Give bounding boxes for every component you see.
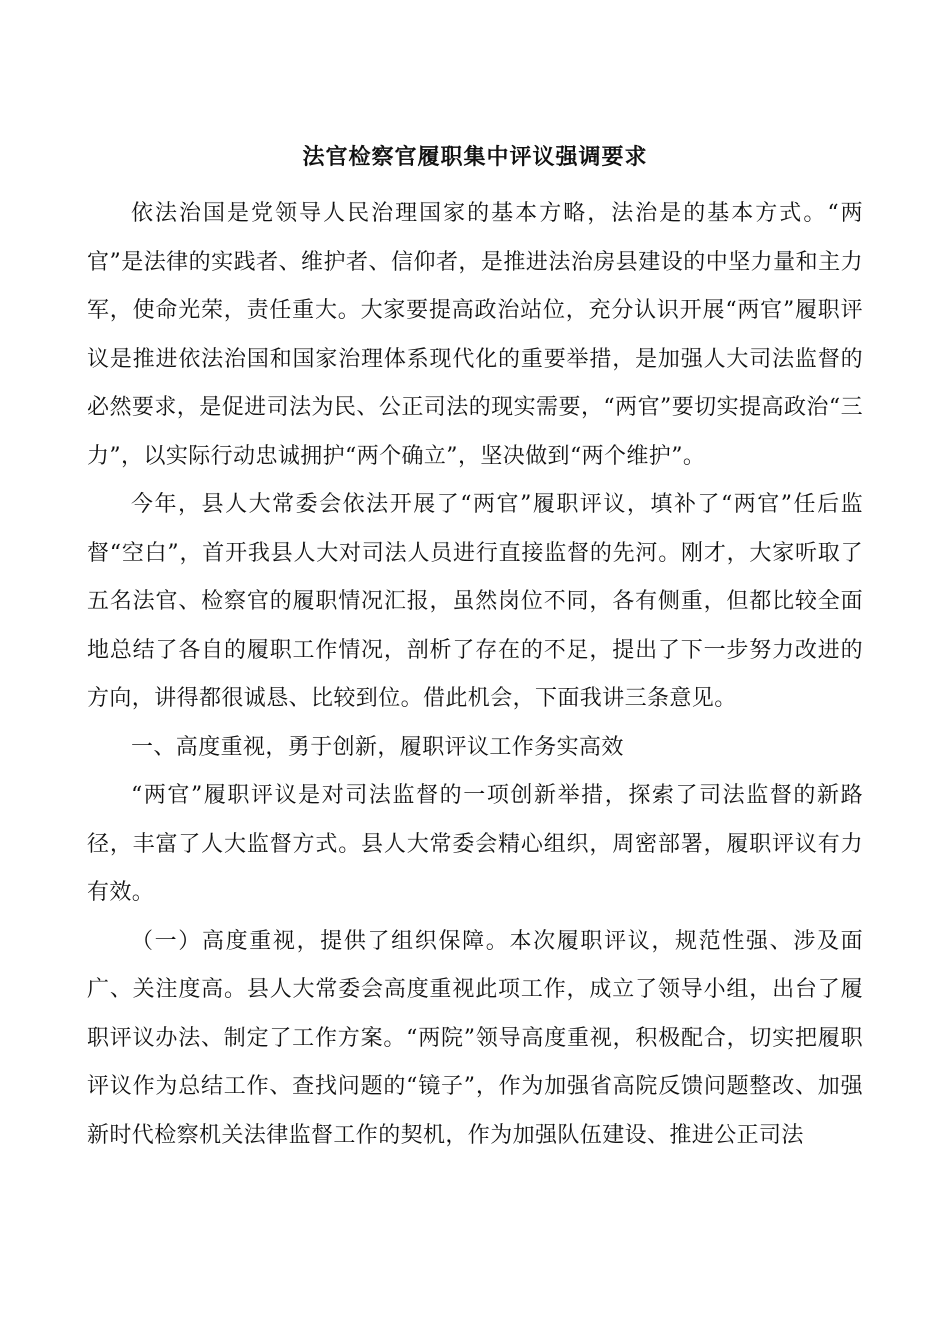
document-title: 法官检察官履职集中评议强调要求 — [302, 144, 648, 170]
paragraph-evaluation-overview: 今年，县人大常委会依法开展了“两官”履职评议，填补了“两官”任后监督“空白”，首开我县人大对司法人员进行直接监督的先河。刚才，大家听取了五名法官、检察官的履职情况汇报，虽然岗位不同，各有侧重，但都比较全面地总结了各自的履职工作情况，剖析了存在的不足，提出了下一步努力改进的方向，讲得都很诚恳、比较到位。借此机会，下面我讲三条意见。 — [87, 492, 863, 711]
section-heading-1: 一、高度重视，勇于创新，履职评议工作务实高效 — [131, 734, 624, 760]
document-body — [87, 190, 863, 1160]
paragraph-subsection-1: （一）高度重视，提供了组织保障。本次履职评议，规范性强、涉及面广、关注度高。县人大常委会高度重视此项工作，成立了领导小组，出台了履职评议办法、制定了工作方案。“两院”领导高度重视，积极配合，切实把履职评议作为总结工作、查找问题的“镜子”，作为加强省高院反馈问题整改、加强新时代检察机关法律监督工作的契机，作为加强队伍建设、推进公正司法 — [87, 928, 863, 1148]
paragraph-section-1-intro: “两官”履职评议是对司法监督的一项创新举措，探索了司法监督的新路径，丰富了人大监督方式。县人大常委会精心组织，周密部署，履职评议有力有效。 — [87, 783, 863, 905]
paragraph-intro: 依法治国是党领导人民治理国家的基本方略，法治是的基本方式。“两官”是法律的实践者、维护者、信仰者，是推进法治房县建设的中坚力量和主力军，使命光荣，责任重大。大家要提高政治站位，充分认识开展“两官”履职评议是推进依法治国和国家治理体系现代化的重要举措，是加强人大司法监督的必然要求，是促进司法为民、公正司法的现实需要，“两官”要切实提高政治“三力”，以实际行动忠诚拥护“两个确立”，坚决做到“两个维护”。 — [87, 201, 863, 469]
